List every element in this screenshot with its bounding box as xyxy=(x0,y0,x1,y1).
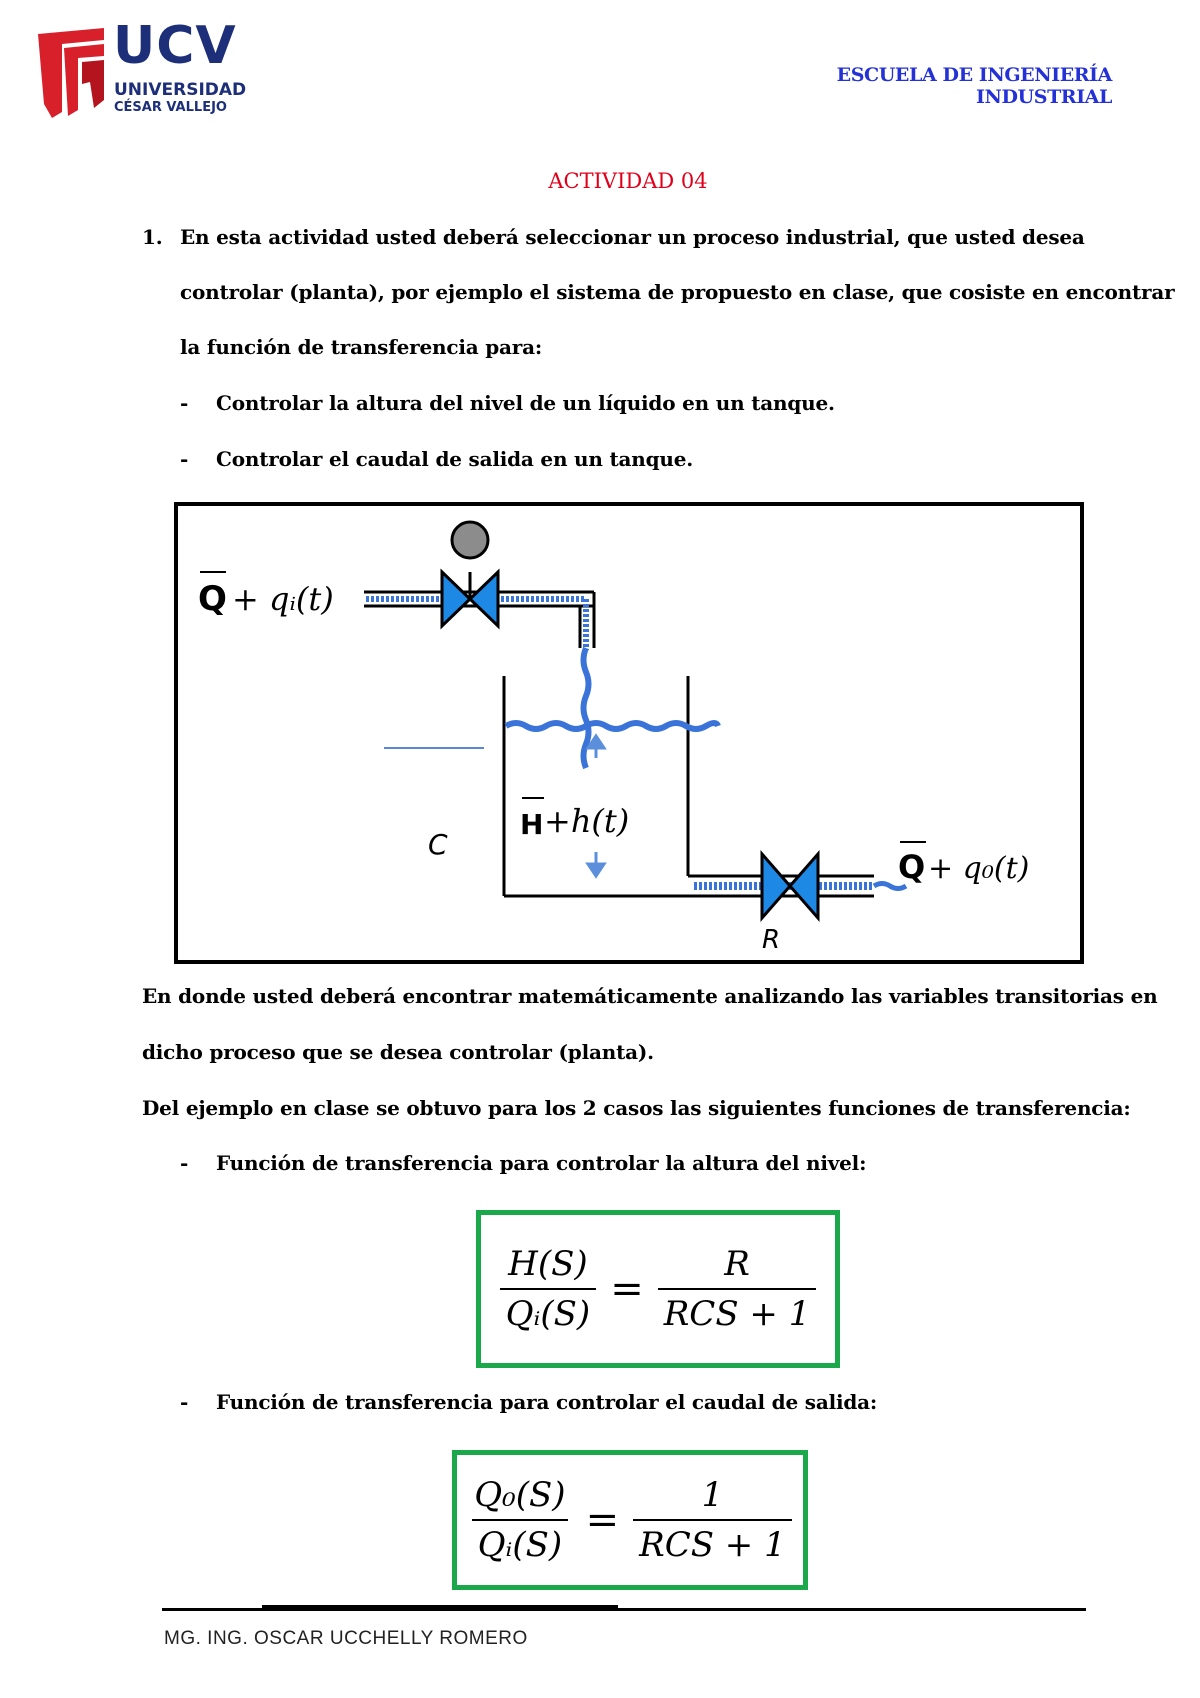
footer-divider xyxy=(162,1608,1086,1611)
item-number: 1. xyxy=(142,225,163,249)
outflow-label: + q₀(t) xyxy=(928,851,1030,886)
capacitance-label: C xyxy=(428,828,448,861)
formula-flow-rhs-num: 1 xyxy=(701,1475,724,1515)
item1-line-2: controlar (planta), por ejemplo el sistema de propuesto en clase, que cosiste en encontrar xyxy=(180,280,1175,304)
formula-flow-box xyxy=(452,1450,808,1590)
formula-level-rhs-num: R xyxy=(724,1244,750,1284)
formula-level-rhs-den: RCS + 1 xyxy=(658,1288,817,1334)
formula-flow-den: Qᵢ(S) xyxy=(472,1519,569,1565)
bullet-dash: - xyxy=(180,1390,189,1414)
footer-author: MG. ING. OSCAR UCCHELLY ROMERO xyxy=(164,1628,528,1649)
ucv-logo-icon xyxy=(34,26,114,122)
formula-flow-lhs xyxy=(468,1475,571,1565)
para3: Del ejemplo en clase se obtuvo para los 2 casos las siguientes funciones de transferencia: xyxy=(142,1096,1131,1120)
bullet-flow: Controlar el caudal de salida en un tanque. xyxy=(216,447,694,471)
inflow-label: + qᵢ(t) xyxy=(232,580,334,618)
height-label: +h(t) xyxy=(544,802,630,840)
outflow-bar-label: Q xyxy=(898,848,926,886)
formula-level-rhs xyxy=(658,1244,817,1334)
section1-label: Función de transferencia para controlar la altura del nivel: xyxy=(216,1151,867,1175)
formula-level-num: H(S) xyxy=(508,1244,588,1284)
tank-diagram xyxy=(174,502,1084,964)
item1-line-3: la función de transferencia para: xyxy=(180,335,543,359)
item1-line-1: En esta actividad usted deberá seleccionar un proceso industrial, que usted desea xyxy=(180,225,1085,249)
height-bar-label: H xyxy=(520,808,544,841)
formula-flow-num: Q₀(S) xyxy=(474,1475,566,1515)
bullet-dash: - xyxy=(180,1151,189,1175)
section2-label: Función de transferencia para controlar el caudal de salida: xyxy=(216,1390,878,1414)
formula-level-lhs xyxy=(500,1244,597,1334)
bullet-dash: - xyxy=(180,391,189,415)
logo-wordmark: UCV xyxy=(113,16,237,76)
logo-university-name: CÉSAR VALLEJO xyxy=(114,100,227,115)
para2-line-1: En donde usted deberá encontrar matemáticamente analizando las variables transitorias en xyxy=(142,984,1158,1008)
bullet-dash: - xyxy=(180,447,189,471)
page-title: ACTIVIDAD 04 xyxy=(548,169,708,193)
formula-flow-rhs-den: RCS + 1 xyxy=(633,1519,792,1565)
diagram-frame xyxy=(176,504,1082,962)
resistance-label: R xyxy=(762,925,781,955)
formula-level-eq: = xyxy=(610,1266,644,1312)
para2-line-2: dicho proceso que se desea controlar (planta). xyxy=(142,1040,654,1064)
formula-level-den: Qᵢ(S) xyxy=(500,1288,597,1334)
logo-university: UNIVERSIDAD xyxy=(114,80,247,100)
formula-flow-eq: = xyxy=(585,1497,620,1543)
bullet-level: Controlar la altura del nivel de un líquido en un tanque. xyxy=(216,391,835,415)
formula-flow-rhs xyxy=(633,1475,792,1565)
inflow-bar-label: Q xyxy=(198,579,227,619)
formula-level-box xyxy=(476,1210,840,1368)
school-name: ESCUELA DE INGENIERÍA INDUSTRIAL xyxy=(836,64,1112,108)
